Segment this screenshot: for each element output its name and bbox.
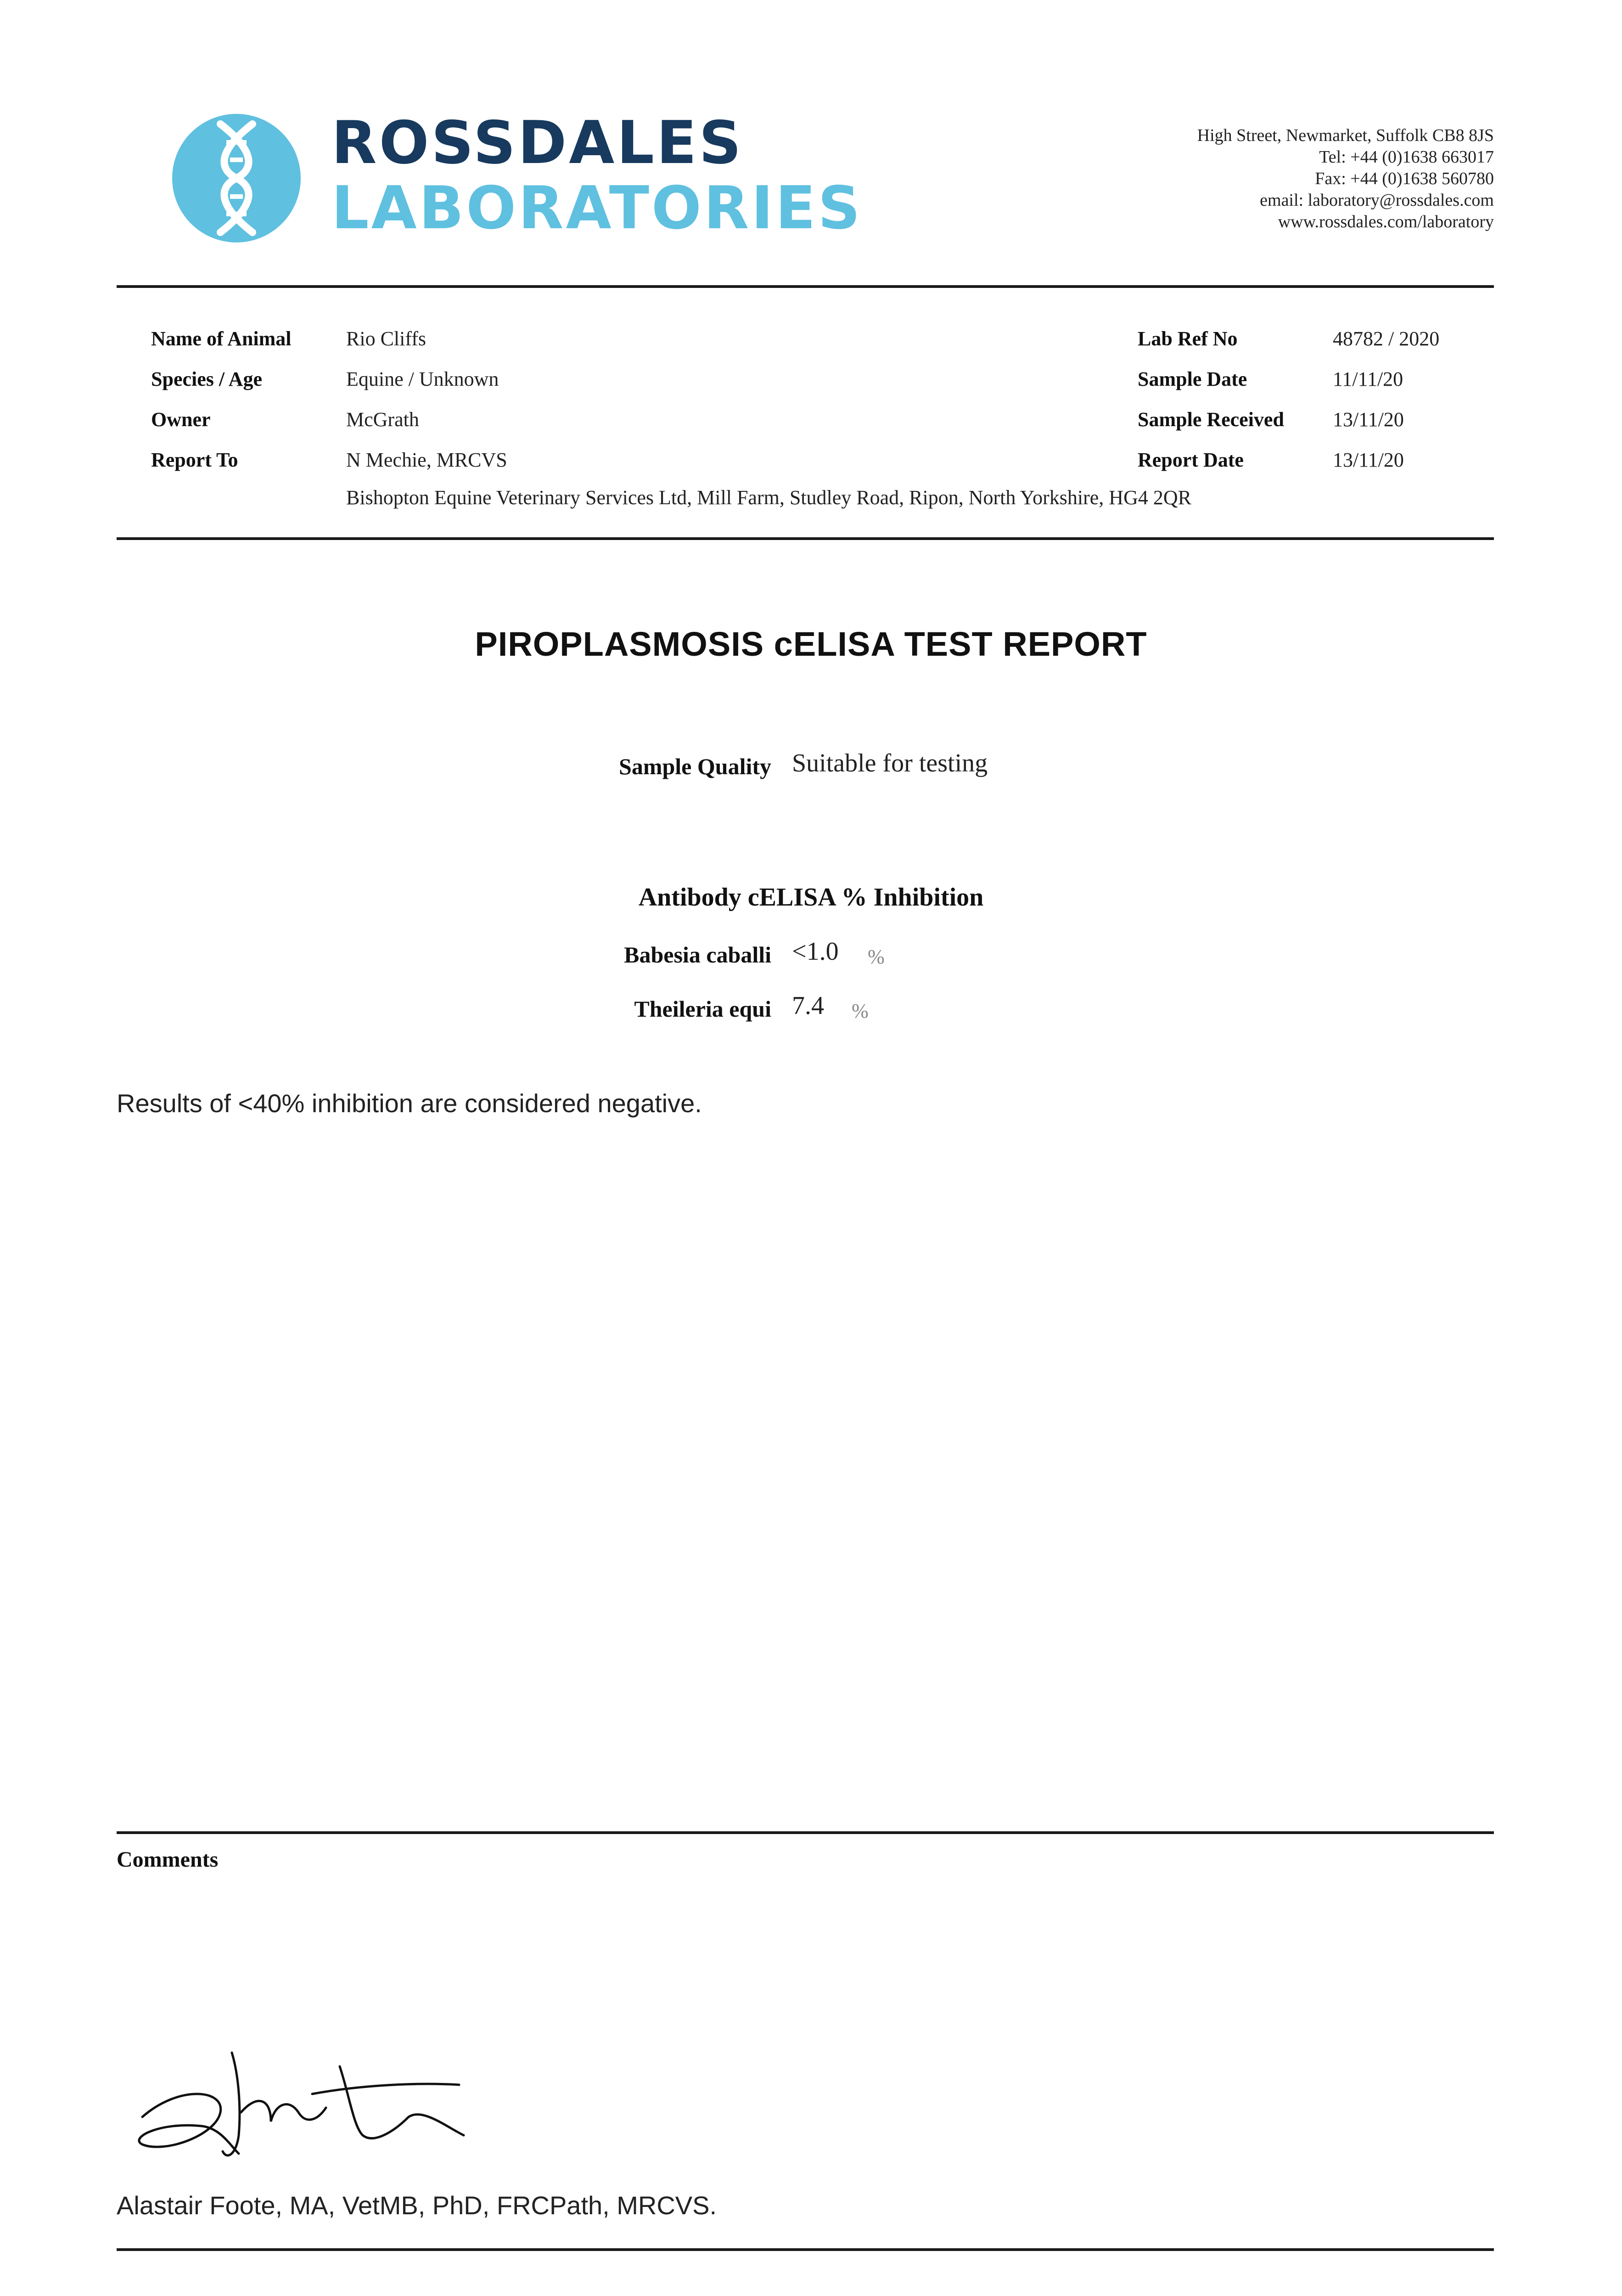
signatory-name: Alastair Foote, MA, VetMB, PhD, FRCPath, MRCVS. xyxy=(117,2191,717,2220)
divider xyxy=(117,1831,1494,1834)
species-age-value: Equine / Unknown xyxy=(346,368,499,390)
report-date-label: Report Date xyxy=(1138,449,1244,471)
assay-heading: Antibody cELISA % Inhibition xyxy=(638,883,984,912)
dna-logo-icon xyxy=(172,114,301,242)
result-unit: % xyxy=(852,1000,869,1022)
comments-label: Comments xyxy=(117,1847,219,1872)
divider xyxy=(117,285,1494,288)
lab-address-block xyxy=(1197,125,1494,233)
sample-received-label: Sample Received xyxy=(1138,408,1284,431)
report-title: PIROPLASMOSIS cELISA TEST REPORT xyxy=(475,625,1147,663)
report-to-value: N Mechie, MRCVS xyxy=(346,449,507,471)
signature-image xyxy=(124,2039,482,2167)
result-value: 7.4 xyxy=(792,991,824,1020)
sample-quality-label: Sample Quality xyxy=(619,754,771,779)
email-line: email: laboratory@rossdales.com xyxy=(1260,191,1494,210)
sample-date-label: Sample Date xyxy=(1138,368,1247,390)
interpretation-note: Results of <40% inhibition are considered negative. xyxy=(117,1089,702,1118)
owner-label: Owner xyxy=(151,408,211,431)
species-age-label: Species / Age xyxy=(151,368,262,390)
owner-value: McGrath xyxy=(346,408,419,431)
report-date-value: 13/11/20 xyxy=(1333,449,1404,471)
address-line: High Street, Newmarket, Suffolk CB8 8JS xyxy=(1197,126,1494,145)
sample-date-value: 11/11/20 xyxy=(1333,368,1403,390)
lab-ref-label: Lab Ref No xyxy=(1138,327,1238,350)
lab-ref-value: 48782 / 2020 xyxy=(1333,327,1440,350)
result-value: <1.0 xyxy=(792,937,839,966)
phone-line: Tel: +44 (0)1638 663017 xyxy=(1319,147,1494,167)
sample-received-value: 13/11/20 xyxy=(1333,408,1404,431)
brand-subname: LABORATORIES xyxy=(331,174,863,242)
result-unit: % xyxy=(868,945,885,968)
result-organism-label: Theileria equi xyxy=(634,996,771,1022)
name-of-animal-label: Name of Animal xyxy=(151,327,292,350)
sample-quality-value: Suitable for testing xyxy=(792,749,988,777)
report-to-address: Bishopton Equine Veterinary Services Ltd, Mill Farm, Studley Road, Ripon, North Yorkshire, HG4 2QR xyxy=(346,486,1191,509)
divider xyxy=(117,2248,1494,2251)
result-organism-label: Babesia caballi xyxy=(624,942,771,968)
brand-name: ROSSDALES xyxy=(331,109,744,177)
fax-line: Fax: +44 (0)1638 560780 xyxy=(1315,169,1494,188)
website-line: www.rossdales.com/laboratory xyxy=(1278,212,1494,231)
name-of-animal-value: Rio Cliffs xyxy=(346,327,427,350)
report-to-label: Report To xyxy=(151,449,238,471)
divider xyxy=(117,537,1494,540)
